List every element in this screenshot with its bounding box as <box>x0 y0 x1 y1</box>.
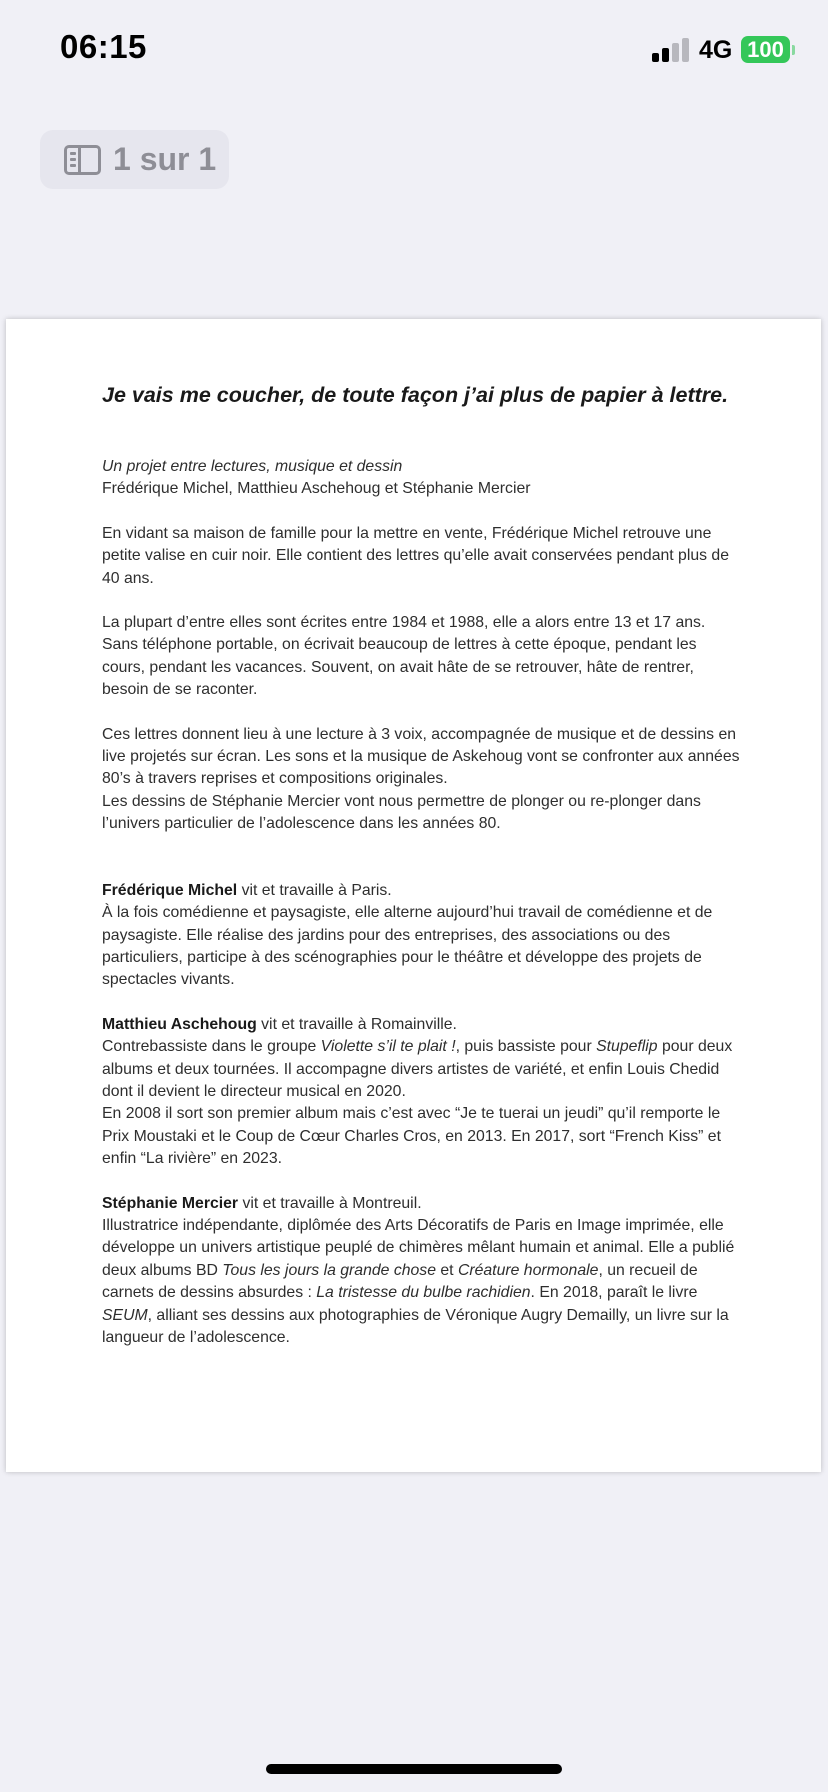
bio-frederique-michel <box>102 880 742 992</box>
bio-text-continued: En 2008 il sort son premier album mais c’est avec “Je te tuerai un jeudi” qu’il remporte le Prix Moustaki et le Coup de Cœur Charles Cros, en 2013. En 2017, sort “French Kiss” et enfin “La rivière” en 2023. <box>102 1105 721 1168</box>
document-content <box>102 381 742 1371</box>
page-indicator-button[interactable] <box>40 130 229 189</box>
paragraph-group <box>102 724 742 836</box>
bio-text: Illustratrice indépendante, diplômée des Arts Décoratifs de Paris en Image imprimée, elle développe un univers artistique peuplé de chimères mêlant humain et animal. Elle a publié deux albums BD Tous les jours la grande chose et Créature hormonale, un recueil de carnets de dessins absurdes : La tristesse du bulbe rachidien. En 2018, paraît le livre SEUM, alliant ses dessins aux photographies de Véronique Augry Demailly, un livre sur la langueur de l’adolescence. <box>102 1216 735 1346</box>
bio-text: Contrebassiste dans le groupe Violette s’il te plait !, puis bassiste pour Stupeflip pour deux albums et deux tournées. Il accompagne divers artistes de variété, et enfin Louis Chedid dont il devient le directeur musical en 2020. <box>102 1038 733 1100</box>
sidebar-icon <box>64 145 101 175</box>
paragraph: La plupart d’entre elles sont écrites entre 1984 et 1988, elle a alors entre 13 et 17 ans. Sans téléphone portable, on écrivait beaucoup de lettres à cette époque, pendant les cours, pendant les vacances. Souvent, on avait hâte de se retrouver, hâte de rentrer, besoin de se raconter. <box>102 614 706 699</box>
document-title: Je vais me coucher, de toute façon j’ai plus de papier à lettre. <box>102 383 729 407</box>
bio-text: À la fois comédienne et paysagiste, elle alterne aujourd’hui travail de comédienne et de paysagiste. Elle réalise des jardins pour des entreprises, des associations ou des particuliers, participe à des scénographies pour le théâtre et développe des projets de spectacles vivants. <box>102 904 713 989</box>
cellular-signal-icon <box>652 38 690 62</box>
document-authors: Frédérique Michel, Matthieu Aschehoug et Stéphanie Mercier <box>102 480 531 498</box>
page-indicator-label: 1 sur 1 <box>113 141 217 177</box>
status-time: 06:15 <box>60 28 147 65</box>
battery-icon: 100 <box>741 36 790 63</box>
paragraph: Les dessins de Stéphanie Mercier vont nous permettre de plonger ou re-plonger dans l’univers particulier de l’adolescence dans les années 80. <box>102 792 701 833</box>
paragraph: Ces lettres donnent lieu à une lecture à 3 voix, accompagnée de musique et de dessins en live projetés sur écran. Les sons et la musique de Askehoug vont se confronter aux années 80’s à travers reprises et compositions originales. <box>102 725 740 788</box>
bio-location: vit et travaille à Paris. <box>237 881 392 899</box>
project-intro <box>102 456 742 501</box>
bio-name: Stéphanie Mercier <box>102 1194 239 1212</box>
bio-name: Matthieu Aschehoug <box>102 1015 257 1033</box>
bio-heading <box>102 1014 742 1036</box>
network-type: 4G <box>699 36 733 64</box>
home-indicator[interactable] <box>266 1764 562 1774</box>
bio-heading <box>102 880 742 902</box>
status-bar <box>0 0 828 100</box>
paragraph: En vidant sa maison de famille pour la mettre en vente, Frédérique Michel retrouve une petite valise en cuir noir. Elle contient des lettres qu’elle avait conservées pendant plus de 40 ans. <box>102 524 729 587</box>
bio-heading <box>102 1193 742 1215</box>
bio-stephanie-mercier <box>102 1193 742 1350</box>
document-subtitle: Un projet entre lectures, musique et dessin <box>102 458 403 475</box>
bio-matthieu-aschehoug <box>102 1014 742 1171</box>
battery-cap <box>792 45 795 55</box>
bio-name: Frédérique Michel <box>102 881 238 899</box>
bio-location: vit et travaille à Romainville. <box>256 1015 457 1033</box>
document-page[interactable] <box>6 319 821 1472</box>
bio-location: vit et travaille à Montreuil. <box>238 1194 422 1212</box>
